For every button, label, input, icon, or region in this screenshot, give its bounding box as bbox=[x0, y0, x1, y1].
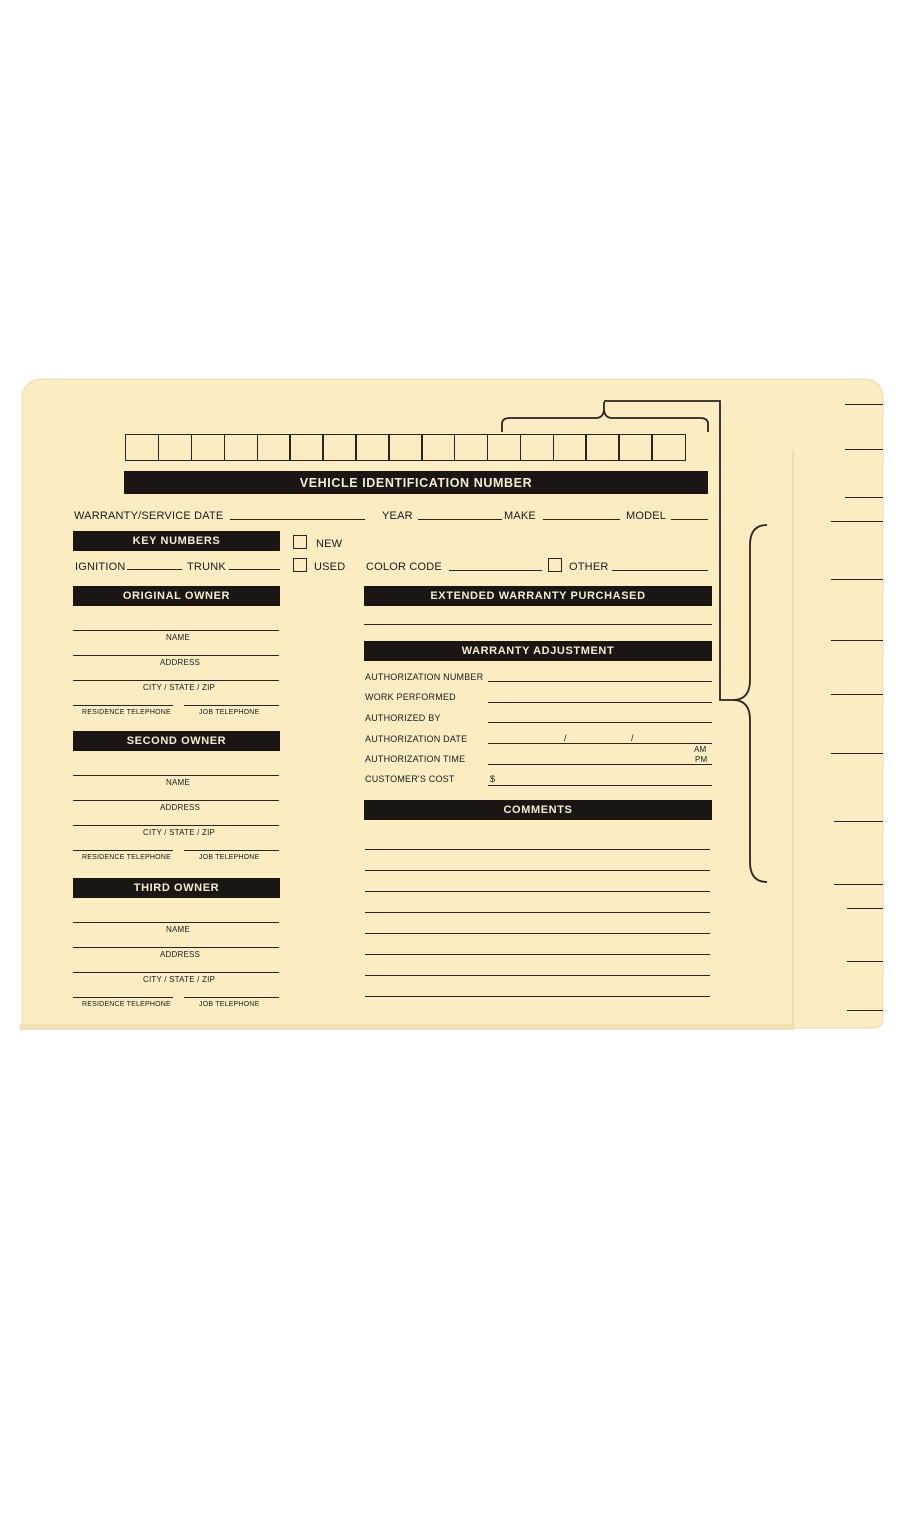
vin-cell[interactable] bbox=[421, 434, 455, 461]
edge-tick bbox=[847, 1010, 883, 1011]
work-performed-field[interactable] bbox=[488, 702, 712, 703]
other-label: OTHER bbox=[569, 561, 609, 573]
vin-cell[interactable] bbox=[454, 434, 488, 461]
used-label: USED bbox=[314, 561, 346, 573]
authorization-time-field[interactable] bbox=[488, 764, 712, 765]
owner-res-tel-label: RESIDENCE TELEPHONE bbox=[82, 854, 171, 861]
ignition-field[interactable] bbox=[127, 569, 182, 570]
comment-line[interactable] bbox=[365, 870, 710, 871]
extended-warranty-bar bbox=[364, 586, 712, 606]
vin-cells bbox=[125, 434, 684, 461]
authorization-number-field[interactable] bbox=[488, 681, 712, 682]
owner-address-field[interactable] bbox=[73, 655, 279, 656]
vin-cell[interactable] bbox=[487, 434, 521, 461]
edge-tick bbox=[831, 694, 883, 695]
vin-cell[interactable] bbox=[158, 434, 192, 461]
owner-title: ORIGINAL OWNER bbox=[122, 590, 231, 602]
customers-cost-label: CUSTOMER'S COST bbox=[365, 774, 455, 784]
authorization-number-label: AUTHORIZATION NUMBER bbox=[365, 672, 484, 682]
comment-line[interactable] bbox=[365, 954, 710, 955]
edge-tick bbox=[834, 884, 883, 885]
year-label: YEAR bbox=[382, 510, 413, 522]
edge-tick bbox=[831, 521, 883, 522]
customers-cost-field[interactable] bbox=[488, 785, 712, 786]
owner-job-tel-label: JOB TELEPHONE bbox=[199, 709, 260, 716]
owner-name-label: NAME bbox=[166, 925, 190, 934]
owner-name-label: NAME bbox=[166, 633, 190, 642]
owner-city-label: CITY / STATE / ZIP bbox=[143, 828, 216, 837]
key-numbers-bar bbox=[73, 531, 280, 551]
pm-label: PM bbox=[695, 755, 708, 764]
owner-res-tel-label: RESIDENCE TELEPHONE bbox=[82, 1001, 171, 1008]
edge-tick bbox=[845, 497, 883, 498]
owner-name-field[interactable] bbox=[73, 630, 279, 631]
owner-job-tel-label: JOB TELEPHONE bbox=[199, 1001, 260, 1008]
edge-tick bbox=[831, 640, 883, 641]
owner-name-field[interactable] bbox=[73, 775, 279, 776]
model-field[interactable] bbox=[671, 519, 708, 520]
owner-res-tel-field[interactable] bbox=[73, 997, 173, 998]
vin-cell[interactable] bbox=[553, 434, 587, 461]
vin-cell[interactable] bbox=[224, 434, 258, 461]
owner-title-bar bbox=[73, 586, 280, 606]
vin-title-bar bbox=[124, 471, 708, 494]
owner-city-label: CITY / STATE / ZIP bbox=[143, 975, 216, 984]
color-code-label: COLOR CODE bbox=[366, 561, 442, 573]
owner-city-field[interactable] bbox=[73, 972, 279, 973]
owner-res-tel-field[interactable] bbox=[73, 850, 173, 851]
other-field[interactable] bbox=[612, 570, 708, 571]
extended-warranty-field[interactable] bbox=[364, 624, 712, 625]
owner-title: SECOND OWNER bbox=[126, 735, 227, 747]
used-checkbox[interactable] bbox=[293, 558, 307, 572]
authorization-date-field[interactable] bbox=[488, 743, 712, 744]
warranty-adjustment-bar bbox=[364, 641, 712, 661]
make-label: MAKE bbox=[504, 510, 536, 522]
owner-city-field[interactable] bbox=[73, 825, 279, 826]
other-checkbox[interactable] bbox=[548, 558, 562, 572]
warranty-date-label: WARRANTY/SERVICE DATE bbox=[74, 510, 224, 522]
comment-line[interactable] bbox=[365, 933, 710, 934]
comment-line[interactable] bbox=[365, 912, 710, 913]
owner-name-field[interactable] bbox=[73, 922, 279, 923]
vin-cell[interactable] bbox=[651, 434, 685, 461]
am-label: AM bbox=[694, 745, 707, 754]
comment-line[interactable] bbox=[365, 996, 710, 997]
edge-tick bbox=[847, 961, 883, 962]
warranty-date-field[interactable] bbox=[230, 519, 365, 520]
vin-cell[interactable] bbox=[191, 434, 225, 461]
edge-tick bbox=[845, 404, 883, 405]
vin-cell[interactable] bbox=[125, 434, 159, 461]
edge-tick bbox=[831, 579, 883, 580]
vin-cell[interactable] bbox=[257, 434, 291, 461]
owner-res-tel-label: RESIDENCE TELEPHONE bbox=[82, 709, 171, 716]
edge-tick bbox=[834, 821, 883, 822]
make-field[interactable] bbox=[543, 519, 620, 520]
authorized-by-field[interactable] bbox=[488, 722, 712, 723]
year-field[interactable] bbox=[418, 519, 502, 520]
owner-address-field[interactable] bbox=[73, 800, 279, 801]
owner-city-field[interactable] bbox=[73, 680, 279, 681]
comment-line[interactable] bbox=[365, 891, 710, 892]
new-checkbox[interactable] bbox=[293, 535, 307, 549]
owner-title-bar bbox=[73, 731, 280, 751]
edge-tick bbox=[845, 449, 883, 450]
work-performed-label: WORK PERFORMED bbox=[365, 692, 456, 702]
comments-title: COMMENTS bbox=[503, 804, 573, 816]
key-numbers-title: KEY NUMBERS bbox=[132, 535, 221, 547]
owner-job-tel-field[interactable] bbox=[184, 850, 279, 851]
edge-tick bbox=[831, 753, 883, 754]
model-label: MODEL bbox=[626, 510, 667, 522]
trunk-label: TRUNK bbox=[187, 561, 226, 573]
trunk-field[interactable] bbox=[229, 569, 280, 570]
authorization-date-label: AUTHORIZATION DATE bbox=[365, 734, 468, 744]
owner-job-tel-field[interactable] bbox=[184, 705, 279, 706]
new-label: NEW bbox=[316, 538, 343, 550]
vin-title: VEHICLE IDENTIFICATION NUMBER bbox=[299, 475, 533, 490]
extended-warranty-title: EXTENDED WARRANTY PURCHASED bbox=[430, 590, 646, 602]
currency-symbol: $ bbox=[490, 774, 496, 784]
owner-title: THIRD OWNER bbox=[133, 882, 220, 894]
owner-title-bar bbox=[73, 878, 280, 898]
date-separator: / bbox=[564, 733, 567, 743]
vin-cell[interactable] bbox=[585, 434, 619, 461]
comments-bar bbox=[364, 800, 712, 820]
owner-name-label: NAME bbox=[166, 778, 190, 787]
owner-address-label: ADDRESS bbox=[160, 950, 201, 959]
vin-cell[interactable] bbox=[289, 434, 323, 461]
vin-cell[interactable] bbox=[618, 434, 652, 461]
vin-cell[interactable] bbox=[322, 434, 356, 461]
vin-cell[interactable] bbox=[520, 434, 554, 461]
owner-city-label: CITY / STATE / ZIP bbox=[143, 683, 216, 692]
warranty-adjustment-title: WARRANTY ADJUSTMENT bbox=[461, 645, 615, 657]
owner-res-tel-field[interactable] bbox=[73, 705, 173, 706]
authorization-time-label: AUTHORIZATION TIME bbox=[365, 754, 466, 764]
authorized-by-label: AUTHORIZED BY bbox=[365, 713, 441, 723]
comment-line[interactable] bbox=[365, 975, 710, 976]
vin-cell[interactable] bbox=[355, 434, 389, 461]
color-code-field[interactable] bbox=[449, 570, 542, 571]
date-separator: / bbox=[631, 733, 634, 743]
owner-address-field[interactable] bbox=[73, 947, 279, 948]
owner-job-tel-field[interactable] bbox=[184, 997, 279, 998]
ignition-label: IGNITION bbox=[75, 561, 126, 573]
owner-job-tel-label: JOB TELEPHONE bbox=[199, 854, 260, 861]
vin-cell[interactable] bbox=[388, 434, 422, 461]
edge-tick bbox=[847, 908, 883, 909]
comment-line[interactable] bbox=[365, 849, 710, 850]
owner-address-label: ADDRESS bbox=[160, 658, 201, 667]
owner-address-label: ADDRESS bbox=[160, 803, 201, 812]
